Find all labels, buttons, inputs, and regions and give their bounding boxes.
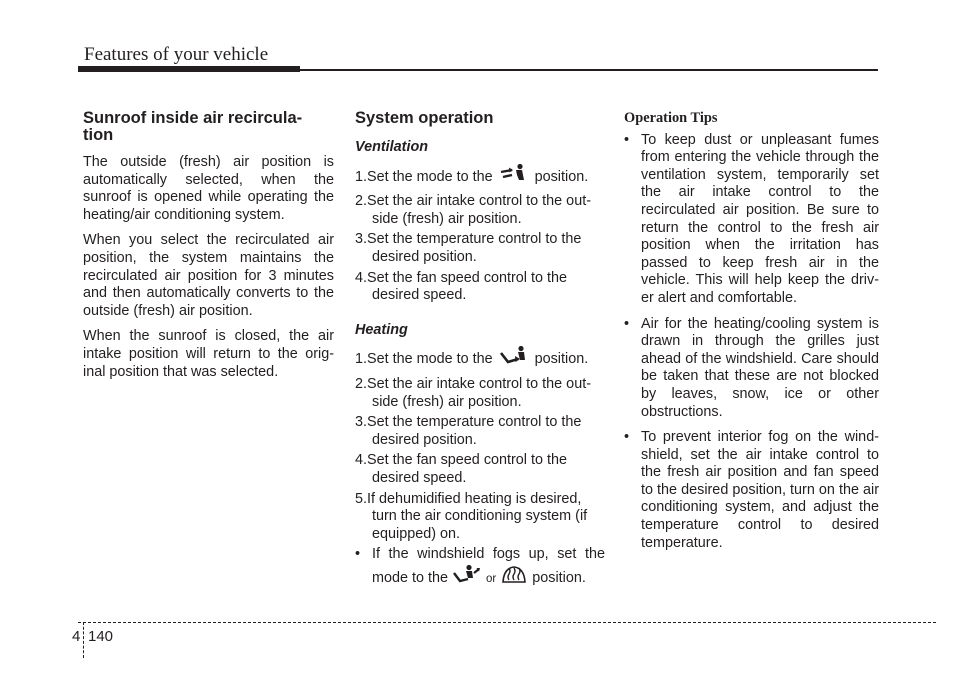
operation-tips-heading: Operation Tips <box>624 110 718 126</box>
header-rule-thick <box>78 66 300 72</box>
heating-step-2: 2.Set the air intake control to the out- side (fresh) air position. <box>355 375 591 410</box>
section-gap <box>355 308 605 322</box>
column-operation-tips <box>624 110 879 560</box>
defrost-mode-icon <box>500 564 528 592</box>
sunroof-paragraph-3: When the sunroof is closed, the air intake position will return to the orig- inal position that was selected. <box>83 328 334 380</box>
page-number: 140 <box>88 628 114 645</box>
ventilation-step-1-suffix: position. <box>534 168 589 185</box>
heating-step-3: 3.Set the temperature control to the desired position. <box>355 414 582 448</box>
ventilation-step-1 <box>355 163 605 191</box>
tip-text: To prevent interior fog on the wind- shield, set the air intake control to the fresh air position and fan speed to the desired position, turn on the air conditioning system, and adjust the temperature control to desired temperature. <box>641 429 879 551</box>
ventilation-steps <box>355 163 605 305</box>
footer-divider <box>83 622 84 658</box>
floor-defrost-mode-icon <box>452 564 482 592</box>
chapter-number: 4 <box>72 628 81 645</box>
system-operation-heading: System operation <box>355 109 494 127</box>
heating-steps <box>355 345 605 543</box>
heating-step-1-suffix: position. <box>534 351 589 368</box>
heating-heading: Heating <box>355 321 408 338</box>
ventilation-step-2: 2.Set the air intake control to the out- side (fresh) air position. <box>355 193 591 227</box>
heating-step-4: 4.Set the fan speed control to the desired speed. <box>355 452 568 486</box>
heating-bullets <box>355 546 605 591</box>
heating-bullet-windshield <box>355 546 605 591</box>
floor-vent-mode-icon <box>497 345 531 373</box>
ventilation-step-1-text: 1.Set the mode to the <box>355 168 493 185</box>
footer-rule <box>78 622 936 623</box>
sunroof-heading: Sunroof inside air recircula- tion <box>83 109 303 144</box>
heating-step-1 <box>355 345 605 373</box>
bullet-dot: • <box>624 315 630 332</box>
tip-item <box>624 429 879 552</box>
column-system-operation <box>355 110 605 594</box>
sunroof-paragraph-2: When you select the recirculated air position, the system maintains the recirculated air position for 3 minutes and then automatically converts to the outside (fresh) air position. <box>83 232 334 319</box>
windshield-bullet-suffix: position. <box>532 569 586 586</box>
heating-step-5: 5.If dehumidified heating is desired, turn the air conditioning system (if equipped) on. <box>355 490 588 542</box>
bullet-dot: • <box>624 429 630 446</box>
sunroof-paragraph-1: The outside (fresh) air position is automatically selected, when the sunroof is opened while operating the heating/air conditioning system. <box>83 154 334 223</box>
face-vent-mode-icon <box>497 163 531 191</box>
tip-item <box>624 316 879 422</box>
windshield-bullet-text: If the windshield fogs up, set the mode to the <box>372 546 605 586</box>
ventilation-heading: Ventilation <box>355 139 429 155</box>
column-sunroof <box>83 110 334 389</box>
ventilation-step-3: 3.Set the temperature control to the desired position. <box>355 231 582 265</box>
bullet-dot: • <box>355 546 361 563</box>
header-title: Features of your vehicle <box>84 44 269 65</box>
heating-step-1-text: 1.Set the mode to the <box>355 351 493 368</box>
operation-tips-list <box>624 132 879 553</box>
header-rule-thin <box>300 69 878 71</box>
tip-text: To keep dust or unpleasant fumes from entering the vehicle through the ventilation system, temporarily set the air intake control to the recirculated air position. Be sure to return the control to the fresh air position when the irritation has passed to keep fresh air in the vehicle. This will help keep the driv- er alert and comfortable. <box>641 131 879 306</box>
or-separator: or <box>486 572 497 585</box>
ventilation-step-4: 4.Set the fan speed control to the desired speed. <box>355 269 568 304</box>
tip-item <box>624 132 879 308</box>
bullet-dot: • <box>624 131 630 148</box>
tip-text: Air for the heating/cooling system is drawn in through the grilles just ahead of the windshield. Care should be taken that these are not blocked by leaves, snow, ice or other obstructions. <box>641 315 879 420</box>
